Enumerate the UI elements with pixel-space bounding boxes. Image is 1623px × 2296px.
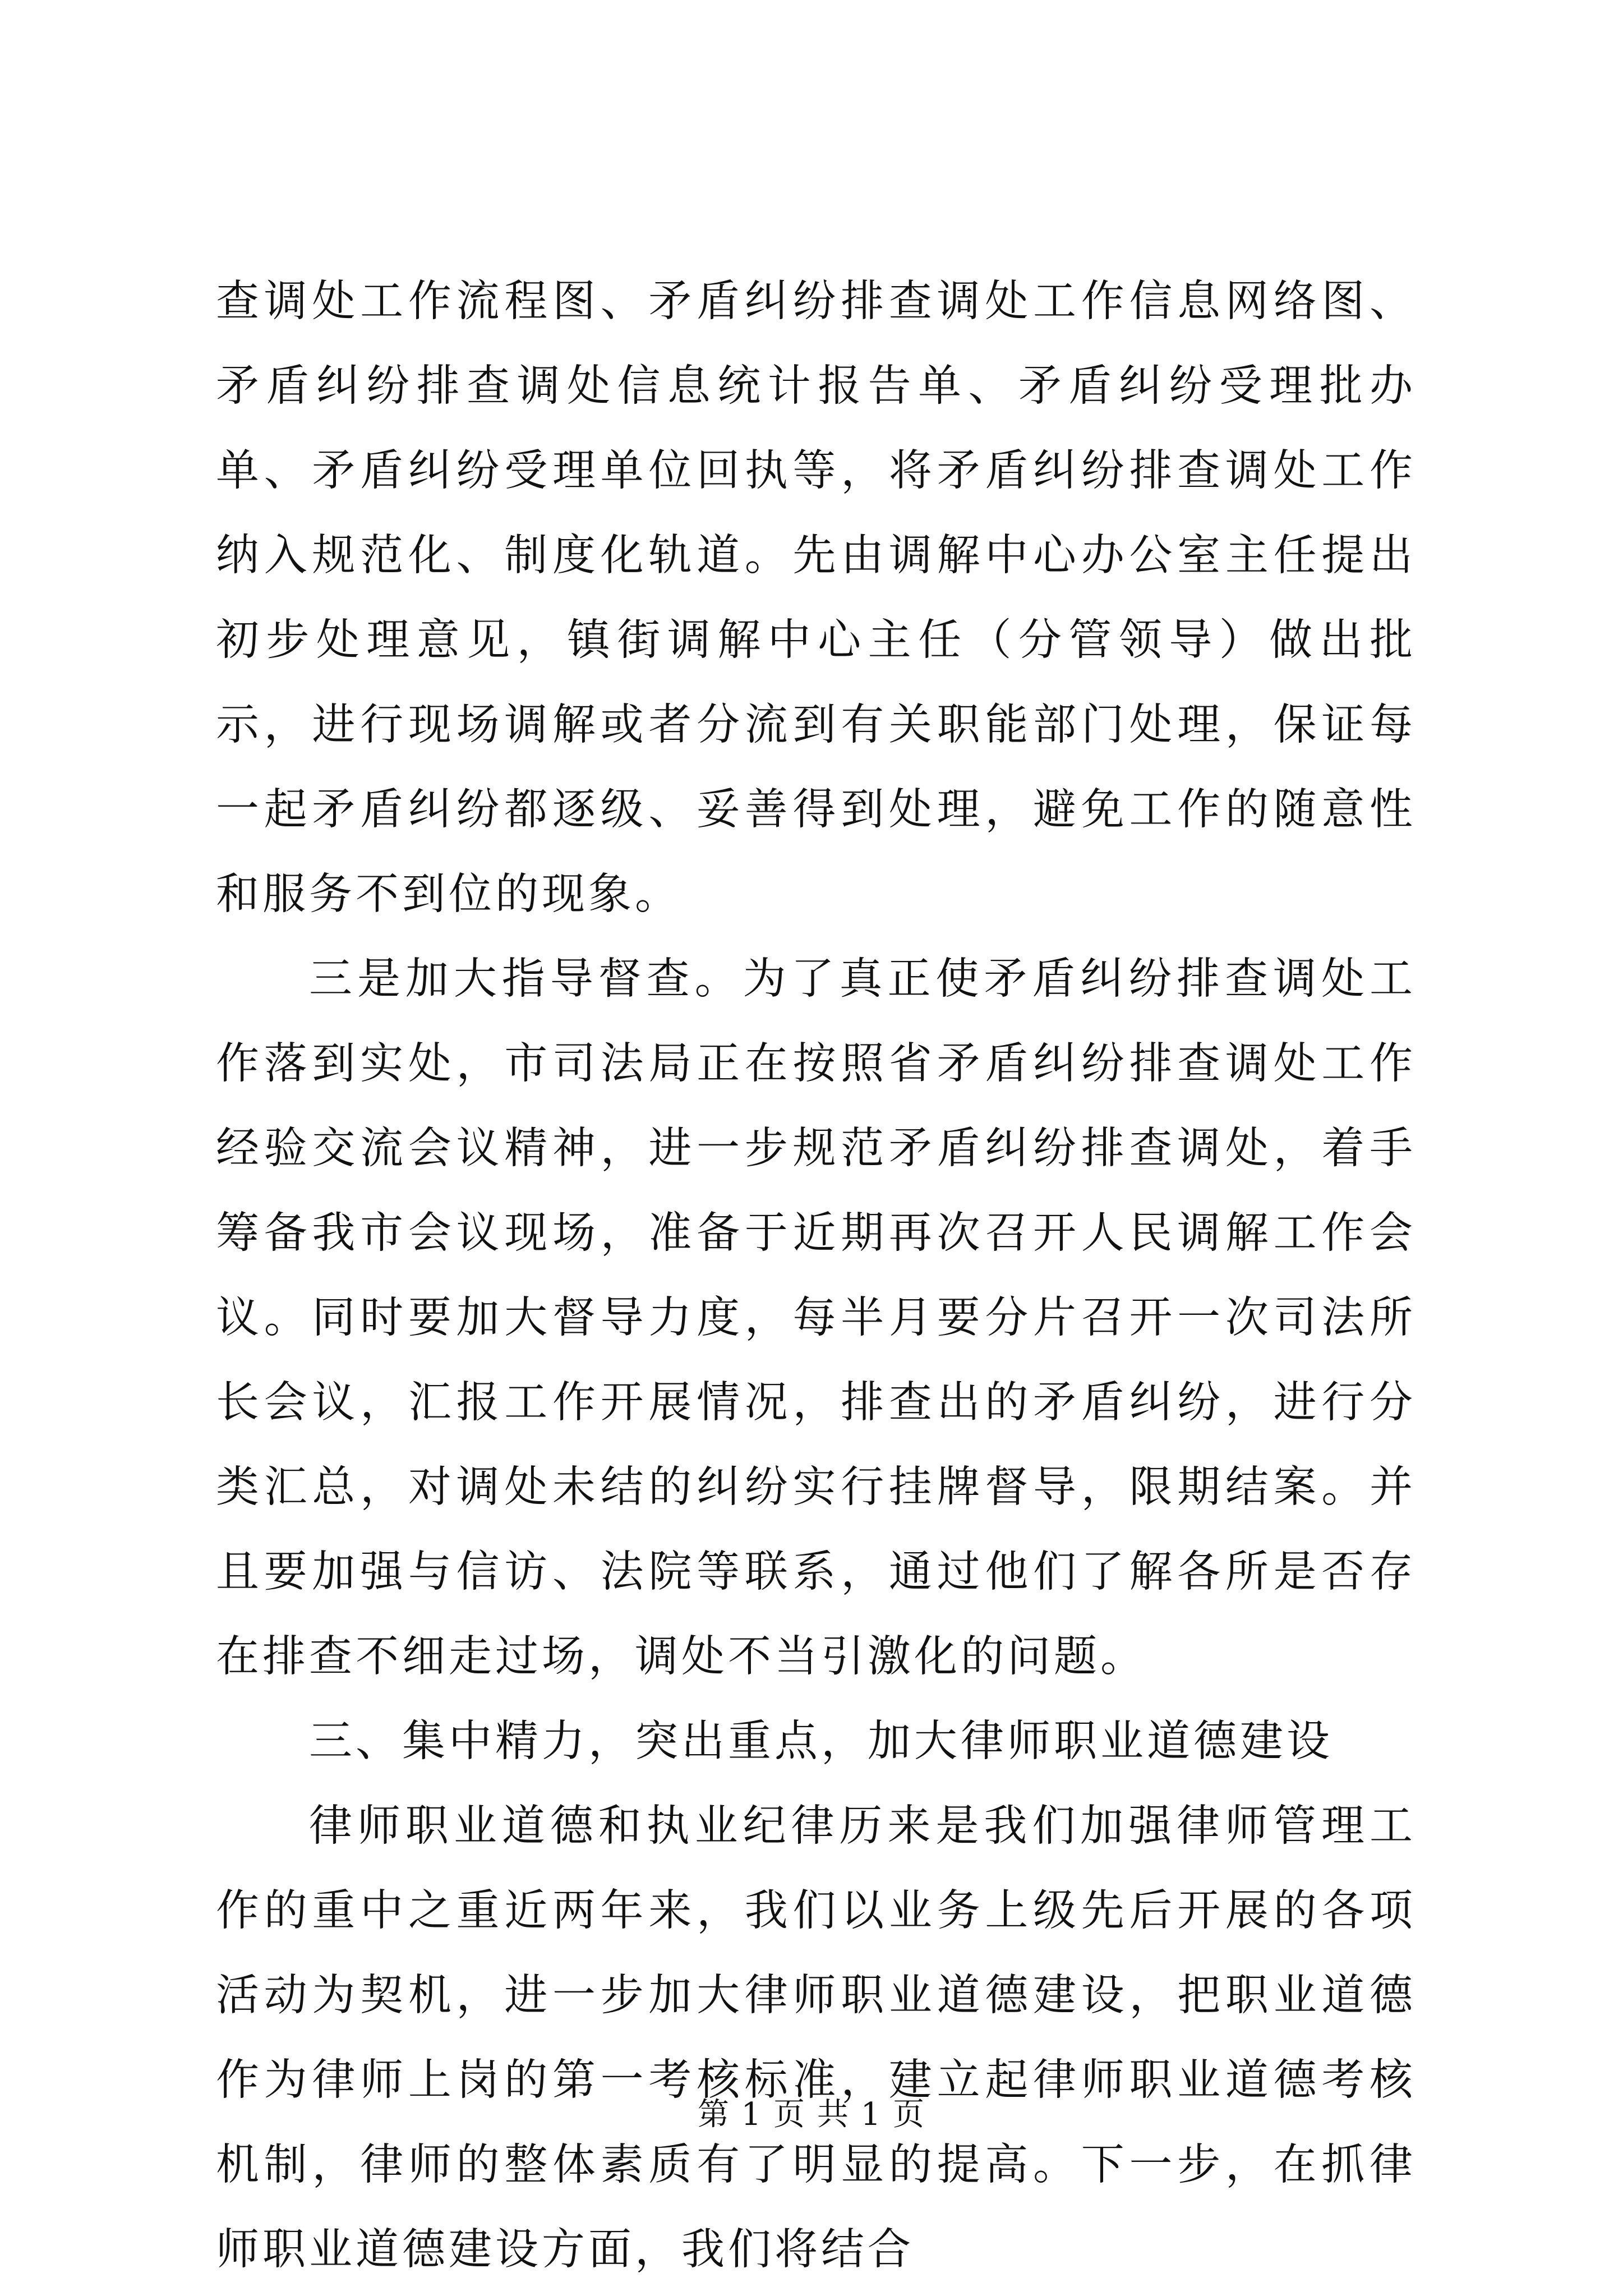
paragraph-lawyer-ethics: 律师职业道德和执业纪律历来是我们加强律师管理工作的重中之重近两年来，我们以业务上级先后开展的各项活动为契机，进一步加大律师职业道德建设，把职业道德作为律师上岗的第一考核标准，建立起律师职业道德考核机制，律师的整体素质有了明显的提高。下一步，在抓律师职业道德建设方面，我们将结合 [216, 1801, 1416, 2275]
document-body [216, 259, 1416, 2292]
paragraph-supervision: 三是加大指导督查。为了真正使矛盾纠纷排查调处工作落到实处，市司法局正在按照省矛盾纠纷排查调处工作经验交流会议精神，进一步规范矛盾纠纷排查调处，着手筹备我市会议现场，准备于近期再次召开人民调解工作会议。同时要加大督导力度，每半月要分片召开一次司法所长会议，汇报工作开展情况，排查出的矛盾纠纷，进行分类汇总，对调处未结的纠纷实行挂牌督导，限期结案。并且要加强与信访、法院等联系，通过他们了解各所是否存在排查不细走过场，调处不当引激化的问题。 [216, 954, 1416, 1682]
section-heading: 三、集中精力，突出重点，加大律师职业道德建设 [309, 1717, 1333, 1766]
paragraph-continuation: 查调处工作流程图、矛盾纠纷排查调处工作信息网络图、矛盾纠纷排查调处信息统计报告单、矛盾纠纷受理批办单、矛盾纠纷受理单位回执等，将矛盾纠纷排查调处工作纳入规范化、制度化轨道。先由调解中心办公室主任提出初步处理意见，镇街调解中心主任（分管领导）做出批示，进行现场调解或者分流到有关职能部门处理，保证每一起矛盾纠纷都逐级、妥善得到处理，避免工作的随意性和服务不到位的现象。 [216, 277, 1416, 919]
page-footer: 第 1 页 共 1 页 [697, 2096, 926, 2133]
